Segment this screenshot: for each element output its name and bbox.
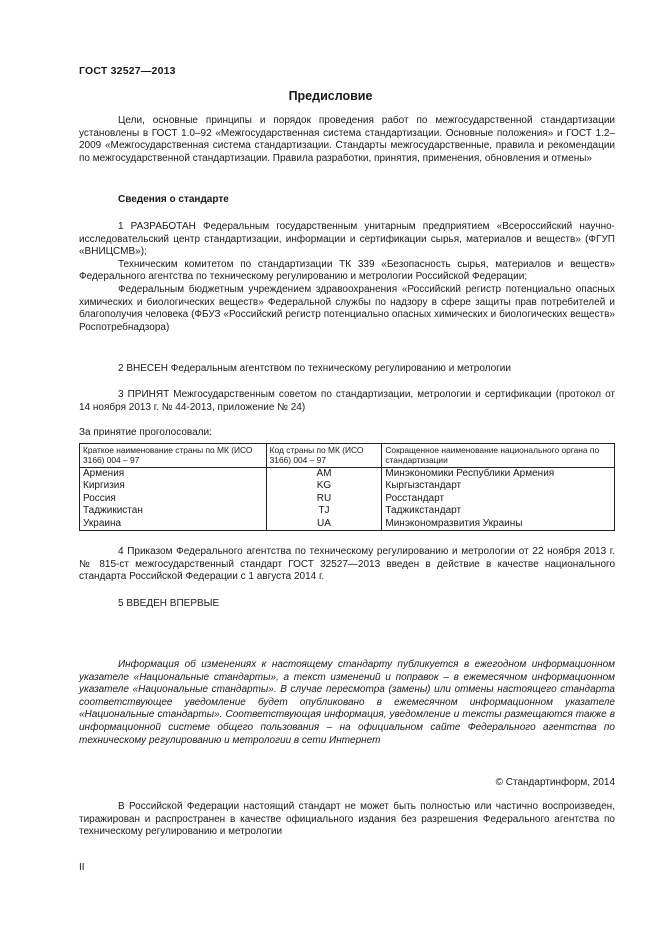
intro-section: [79, 115, 615, 165]
votes-caption: За принятие проголосовали:: [79, 427, 212, 438]
section-3: [79, 389, 615, 414]
country-cell: Таджикистан: [80, 505, 267, 517]
table-row: [80, 493, 615, 505]
agency-cell: Минэкономики Республики Армения: [382, 468, 615, 481]
agency-cell: Таджикстандарт: [382, 505, 615, 517]
document-code: ГОСТ 32527—2013: [79, 65, 176, 77]
section-3-text: 3 ПРИНЯТ Межгосударственным советом по стандартизации, метрологии и сертификации (протокол от 14 ноября 2013 г. № 44-2013, приложение № 24): [79, 389, 615, 413]
country-cell: Украина: [80, 518, 267, 531]
intro-paragraph: Цели, основные принципы и порядок проведения работ по межгосударственной стандартизации установлены в ГОСТ 1.0–92 «Межгосударственная система стандартизации. Основные положения» и ГОСТ 1.2–2009 «Межгосударственная система стандартизации. Стандарты межгосударственные, правила и рекомендации по межгосударственной стандартизации. Правила разработки, принятия, применения, обновления и отмены»: [79, 115, 615, 164]
rights-section: [79, 801, 615, 839]
votes-table: [79, 443, 615, 531]
country-code-cell: UA: [266, 518, 382, 531]
section-5-text: 5 ВВЕДЕН ВПЕРВЫЕ: [118, 598, 220, 609]
country-code-cell: AM: [266, 468, 382, 481]
section-1: [79, 221, 615, 334]
info-heading: Сведения о стандарте: [118, 194, 229, 205]
page-number: II: [79, 862, 85, 873]
section-1-registry: Федеральным бюджетным учреждением здравоохранения «Российский регистр потенциально опасных химических и биологических веществ» Федеральной службы по надзору в сфере защиты прав потребителей и благополучия человека (ФБУЗ «Российский регистр потенциально опасных химических и биологических веществ» Роспотребнадзора): [79, 283, 615, 333]
section-5: [79, 598, 615, 611]
rights-text: В Российской Федерации настоящий стандарт не может быть полностью или частично воспроизведен, тиражирован и распространен в качестве официального издания без разрешения Федерального агентства по техническому регулированию и метрологии: [79, 801, 615, 838]
column-header-agency: Сокращенное наименование национального органа по стандартизации: [382, 444, 615, 468]
country-cell: Армения: [80, 468, 267, 481]
country-cell: Россия: [80, 493, 267, 505]
column-header-country: Краткое наименование страны по МК (ИСО 3166) 004 – 97: [80, 444, 267, 468]
section-2-text: 2 ВНЕСЕН Федеральным агентством по техническому регулированию и метрологии: [118, 363, 511, 374]
country-code-cell: KG: [266, 480, 382, 492]
section-1-committee: Техническим комитетом по стандартизации ТК 339 «Безопасность сырья, материалов и веществ» Федерального агентства по техническому регулированию и метрологии Российской Федерации;: [79, 258, 615, 283]
country-code-cell: RU: [266, 493, 382, 505]
table-row: [80, 518, 615, 531]
section-2: [79, 363, 615, 376]
section-4: [79, 546, 615, 584]
copyright: © Стандартинформ, 2014: [495, 777, 615, 788]
section-4-text: 4 Приказом Федерального агентства по техническому регулированию и метрологии от 22 ноября 2013 г. № 815-ст межгосударственный стандарт ГОСТ 32527—2013 введен в действие в качестве национального стандарта Российской Федерации с 1 августа 2014 г.: [79, 546, 615, 583]
agency-cell: Минэкономразвития Украины: [382, 518, 615, 531]
table-row: [80, 505, 615, 517]
table-row: [80, 468, 615, 481]
section-1-developer: 1 РАЗРАБОТАН Федеральным государственным унитарным предприятием «Всероссийский научно-исследовательский центр стандартизации, информации и сертификации сырья, материалов и веществ» (ФГУП «ВНИЦСМВ»);: [79, 221, 615, 258]
notice-section: [79, 659, 615, 747]
agency-cell: Кыргызстандарт: [382, 480, 615, 492]
country-cell: Киргизия: [80, 480, 267, 492]
table-row: [80, 480, 615, 492]
column-header-code: Код страны по МК (ИСО 3166) 004 – 97: [266, 444, 382, 468]
votes-table-header: [80, 444, 615, 468]
country-code-cell: TJ: [266, 505, 382, 517]
agency-cell: Росстандарт: [382, 493, 615, 505]
page-title: Предисловие: [288, 89, 373, 103]
notice-text: Информация об изменениях к настоящему стандарту публикуется в ежегодном информационном указателе «Национальные стандарты», а текст изменений и поправок – в ежемесячном информационном указателе «Национальные стандарты». В случае пересмотра (замены) или отмены настоящего стандарта соответствующее уведомление будет опубликовано в ежемесячном информационном указателе «Национальные стандарты». Соответствующая информация, уведомление и тексты размещаются также в информационной системе общего пользования – на официальном сайте Федерального агентства по техническому регулированию и метрологии в сети Интернет: [79, 659, 615, 746]
